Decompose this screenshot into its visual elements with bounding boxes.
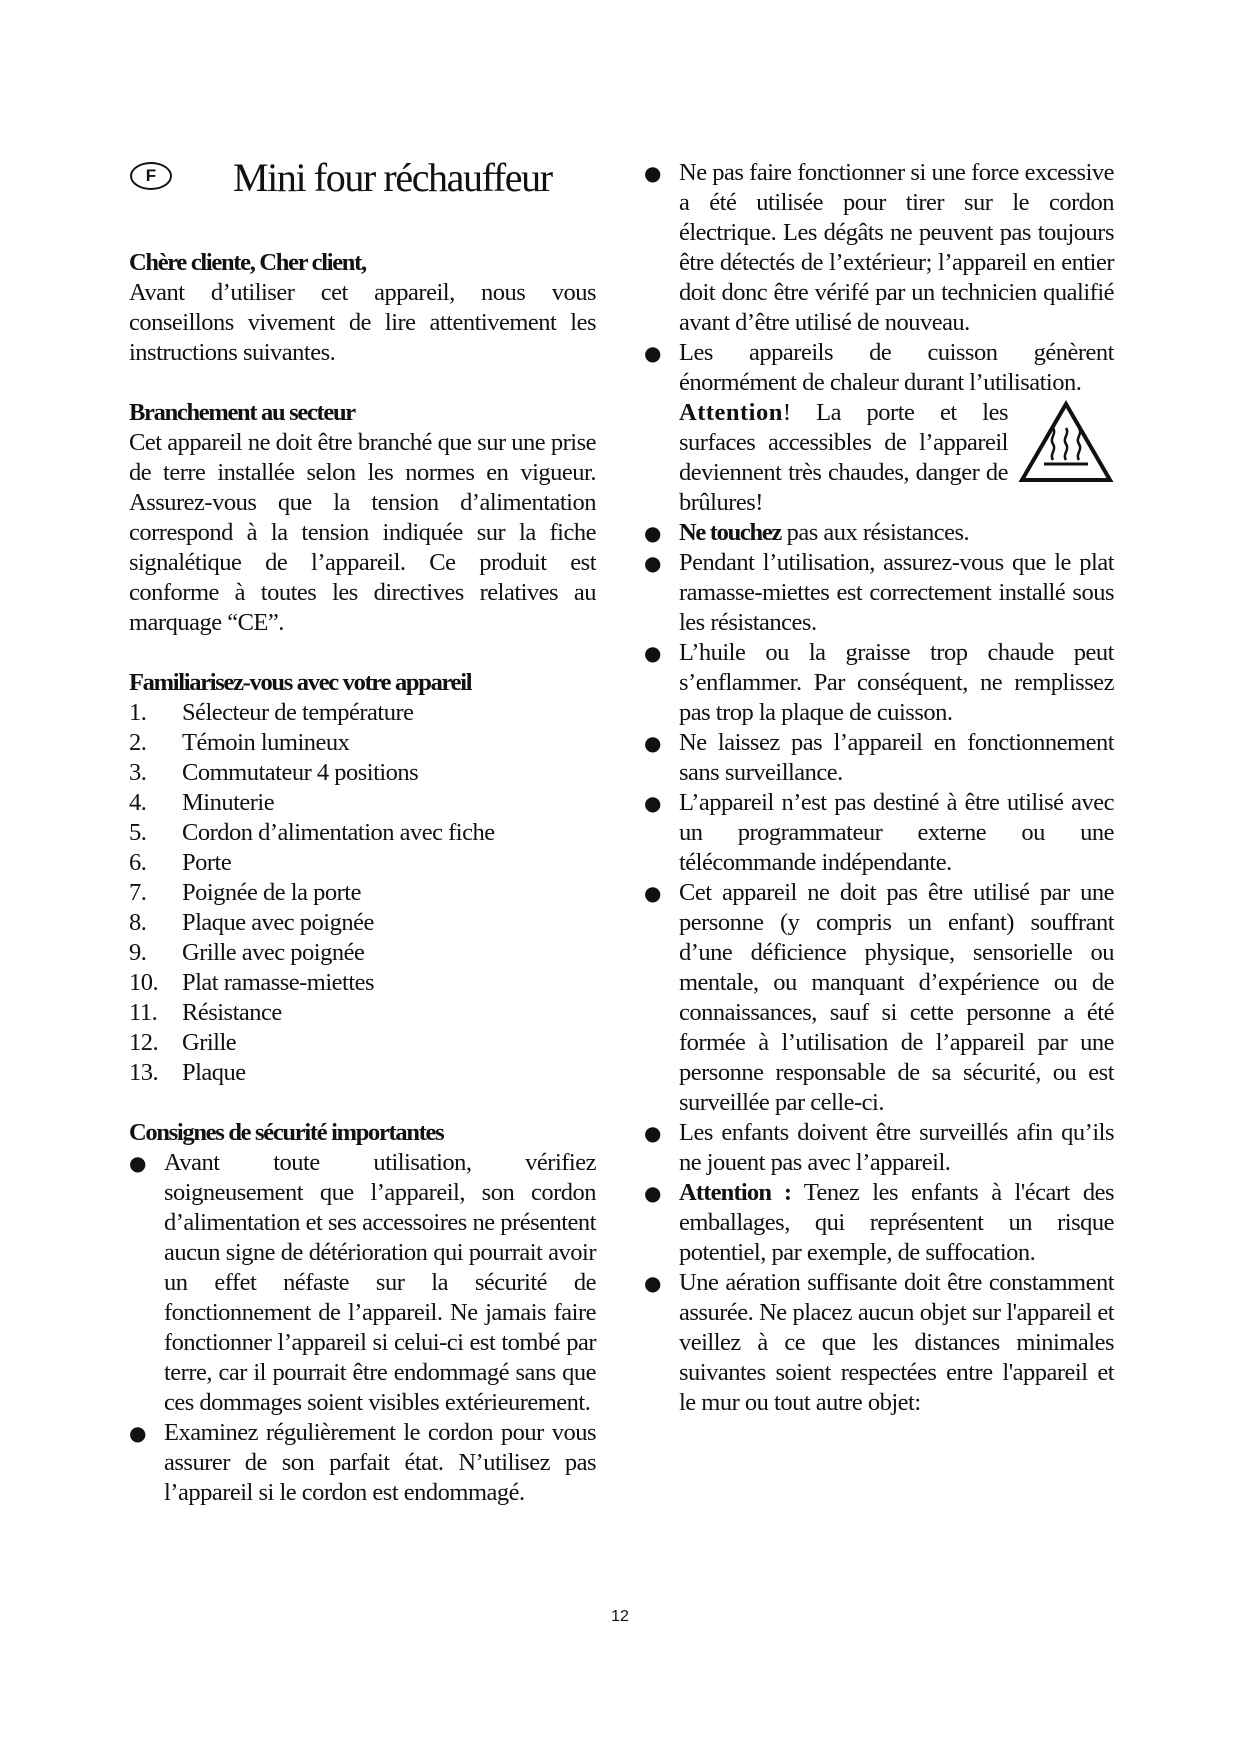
page-number: 12: [611, 1608, 629, 1625]
parts-item: 10. Plat ramasse-miettes: [129, 969, 375, 996]
bullet-icon: ●: [644, 161, 661, 185]
list-item: [644, 338, 1114, 518]
parts-heading: Familiarisez-vous avec votre appareil: [129, 669, 472, 696]
safety-heading: Consignes de sécurité importantes: [129, 1119, 444, 1146]
list-item: ● Avant toute utilisation, vérifiez soigneusement que l’appareil, son cordon d’alimentation et ses accessoires ne présentent aucun signe de détérioration qui pourrait avoir un effet néfaste sur la sécurité de fonctionnement de l’appareil. Ne jamais faire fonctionner l’appareil si celui-ci est tombé par terre, car il pourrait être endommagé sans que ces dommages soient visibles extérieurement.: [129, 1149, 596, 1416]
bullet-icon: ●: [644, 791, 661, 815]
intro-text: Avant d’utiliser cet appareil, nous vous conseillons vivement de lire attentivement les instructions suivantes.: [129, 279, 596, 366]
list-item: ● Ne touchez pas aux résistances.: [644, 519, 970, 546]
bullet-icon: ●: [644, 551, 661, 575]
parts-item: 9. Grille avec poignée: [129, 939, 365, 966]
parts-item: 7. Poignée de la porte: [129, 879, 361, 906]
bullet-icon: ●: [129, 1421, 146, 1445]
safety-list-right: [644, 158, 1114, 1418]
bullet-icon: ●: [129, 1151, 146, 1175]
right-column: [644, 158, 1114, 1418]
list-item: ● Les enfants doivent être surveillés afin qu’ils ne jouent pas avec l’appareil.: [644, 1119, 1114, 1176]
heat-warning-text: Les appareils de cuisson génèrent énormément de chaleur durant l’utilisation.: [679, 339, 1114, 396]
list-item: ● L’appareil n’est pas destiné à être utilisé avec un programmateur externe ou une télécommande indépendante.: [644, 789, 1114, 876]
parts-item: 2. Témoin lumineux: [129, 729, 350, 756]
safety-list-left: [129, 1148, 596, 1508]
language-code: F: [145, 166, 157, 185]
parts-item: 13. Plaque: [129, 1059, 246, 1086]
list-item: ● Attention : Tenez les enfants à l'écart des emballages, qui représentent un risque potentiel, par exemple, de suffocation.: [644, 1179, 1114, 1266]
parts-item: 12. Grille: [129, 1029, 237, 1056]
list-item: ● Ne pas faire fonctionner si une force excessive a été utilisée pour tirer sur le cordon électrique. Les dégâts ne peuvent pas toujours être détectés de l’extérieur; l’appareil en entier doit donc être vérifé par un technicien qualifié avant d’être utilisé de nouveau.: [644, 159, 1114, 336]
hot-surface-attention: Attention! La porte et les surfaces accessibles de l’appareil deviennent très chaudes, danger de brûlures!: [679, 399, 1008, 516]
bullet-icon: ●: [644, 521, 661, 545]
bullet-icon: ●: [644, 641, 661, 665]
parts-item: 3. Commutateur 4 positions: [129, 759, 419, 786]
intro-greeting: Chère cliente, Cher client,: [129, 249, 366, 276]
hot-surface-warning-icon: [1018, 400, 1114, 486]
list-item: ● Ne laissez pas l’appareil en fonctionnement sans surveillance.: [644, 729, 1114, 786]
parts-item: 5. Cordon d’alimentation avec fiche: [129, 819, 495, 846]
bullet-icon: ●: [644, 881, 661, 905]
bullet-icon: ●: [644, 1121, 661, 1145]
page-title: Mini four réchauffeur: [233, 155, 552, 200]
list-item: ● Une aération suffisante doit être constamment assurée. Ne placez aucun objet sur l'appareil et veillez à ce que les distances minimales suivantes soient respectées entre l'appareil et le mur ou tout autre objet:: [644, 1269, 1114, 1416]
list-item: ● Cet appareil ne doit pas être utilisé par une personne (y compris un enfant) souffrant d’une déficience physique, sensorielle ou mentale, ou manquant d’expérience ou de connaissances, sauf si cette personne a été formée à l’utilisation de l’appareil par une personne responsable de sa sécurité, ou est surveillée par celle-ci.: [644, 879, 1114, 1116]
list-item: ● Pendant l’utilisation, assurez-vous que le plat ramasse-miettes est correctement installé sous les résistances.: [644, 549, 1114, 636]
parts-item: 6. Porte: [129, 849, 232, 876]
parts-item: 4. Minuterie: [129, 789, 275, 816]
bullet-icon: ●: [644, 731, 661, 755]
parts-item: 11. Résistance: [129, 999, 282, 1026]
parts-list: [129, 698, 596, 1088]
list-item: ● L’huile ou la graisse trop chaude peut s’enflammer. Par conséquent, ne remplissez pas trop la plaque de cuisson.: [644, 639, 1114, 726]
bullet-icon: ●: [644, 1181, 661, 1205]
left-column: [129, 158, 596, 1508]
bullet-icon: ●: [644, 1271, 661, 1295]
mains-heading: Branchement au secteur: [129, 399, 355, 426]
parts-item: 1. Sélecteur de température: [129, 699, 414, 726]
parts-item: 8. Plaque avec poignée: [129, 909, 374, 936]
list-item: ● Examinez régulièrement le cordon pour vous assurer de son parfait état. N’utilisez pas l’appareil si le cordon est endommagé.: [129, 1419, 596, 1506]
mains-text: Cet appareil ne doit être branché que sur une prise de terre installée selon les normes en vigueur. Assurez-vous que la tension d’alimentation correspond à la tension indiquée sur la fiche signalétique de l’appareil. Ce produit est conforme à toutes les directives relatives au marquage “CE”.: [129, 429, 596, 636]
bullet-icon: ●: [644, 341, 661, 365]
